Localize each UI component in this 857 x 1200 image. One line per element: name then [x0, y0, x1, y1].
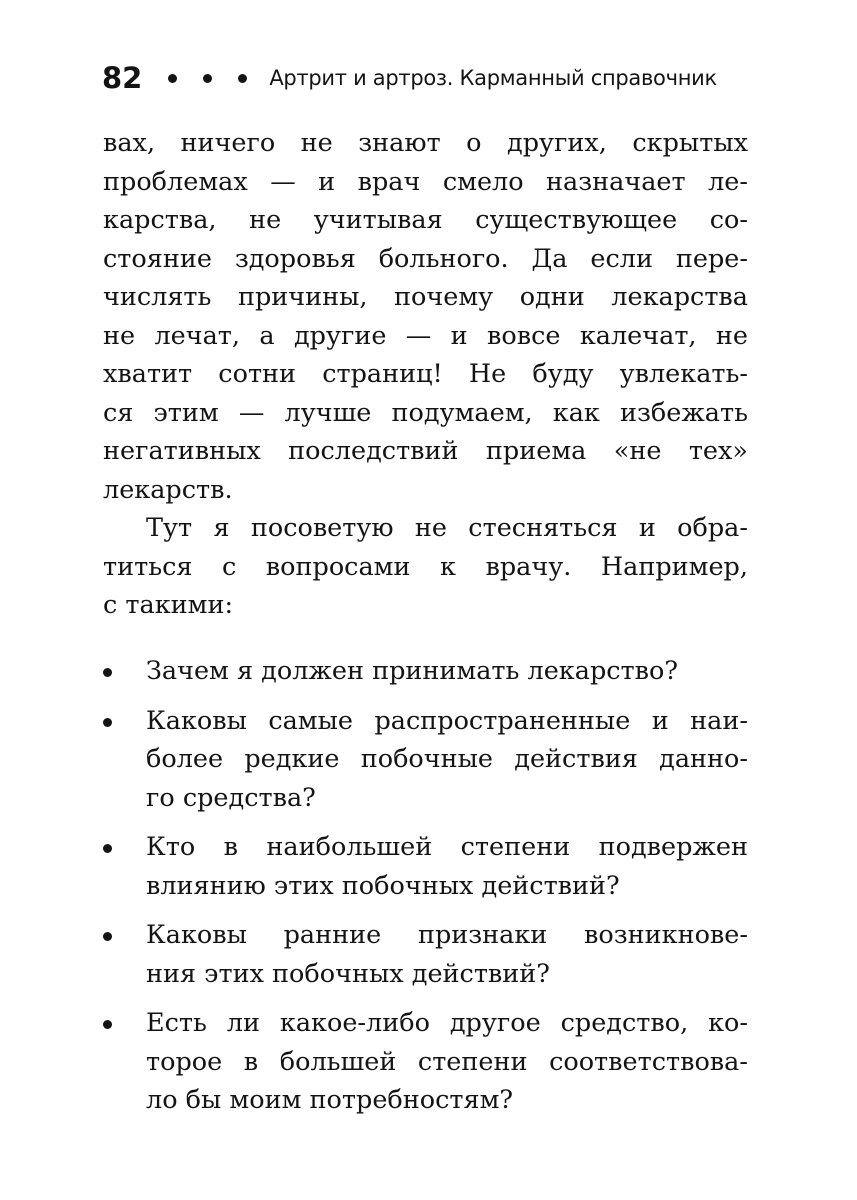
separator-dot-icon	[168, 74, 177, 83]
header-separator-dots	[168, 74, 247, 83]
body-text	[103, 124, 748, 625]
bullet-icon	[103, 668, 112, 677]
running-title: Артрит и артроз. Карманный справочник	[269, 66, 717, 90]
text-line: негативных последствий приема «не тех»	[103, 436, 748, 466]
text-line: титься с вопросами к врачу. Например,	[103, 551, 748, 582]
text-line: Зачем я должен принимать лекарство?	[146, 656, 679, 686]
text-line: более редкие побочные действия данно-	[146, 744, 748, 774]
bullet-icon	[103, 718, 112, 727]
text-line: ся этим — лучше подумаем, как избежать	[103, 397, 748, 428]
text-line: Есть ли какое-либо другое средство, ко-	[146, 1008, 748, 1038]
questions-list	[103, 652, 748, 1131]
page-header	[102, 58, 762, 98]
text-line: не лечат, а другие — и вовсе калечат, не	[103, 320, 748, 351]
separator-dot-icon	[238, 74, 247, 83]
list-item	[103, 652, 748, 691]
text-line: проблемах — и врач смело назначает ле-	[103, 166, 748, 197]
text-line: го средства?	[146, 782, 316, 813]
text-line: Каковы ранние признаки возникнове-	[146, 920, 748, 950]
text-line: Кто в наибольшей степени подвержен	[146, 832, 748, 862]
text-line: влиянию этих побочных действий?	[146, 870, 620, 901]
text-line: хватит сотни страниц! Не буду увлекать-	[103, 359, 748, 389]
list-item	[103, 702, 748, 818]
list-item	[103, 916, 748, 993]
text-line: Каковы самые распространенные и наи-	[146, 705, 748, 736]
text-line: карства, не учитывая существующее со-	[103, 205, 748, 235]
text-line: Тут я посоветую не стесняться и обра-	[146, 513, 748, 543]
paragraph-continuation	[103, 124, 748, 509]
separator-dot-icon	[203, 74, 212, 83]
text-line: стояние здоровья больного. Да если пере-	[103, 243, 748, 274]
text-line: вах, ничего не знают о других, скрытых	[103, 128, 748, 158]
bullet-icon	[103, 932, 112, 941]
text-line: числять причины, почему одни лекарства	[103, 282, 748, 312]
bullet-icon	[103, 1020, 112, 1029]
page-number: 82	[102, 61, 143, 95]
list-item	[103, 1004, 748, 1120]
text-line: с такими:	[103, 590, 234, 620]
text-line: ло бы моим потребностям?	[146, 1085, 514, 1115]
text-line: торое в большей степени соответствова-	[146, 1046, 748, 1077]
paragraph-advice	[103, 509, 748, 625]
text-line: ния этих побочных действий?	[146, 958, 550, 989]
list-item	[103, 828, 748, 905]
bullet-icon	[103, 844, 112, 853]
text-line: лекарств.	[103, 474, 233, 505]
